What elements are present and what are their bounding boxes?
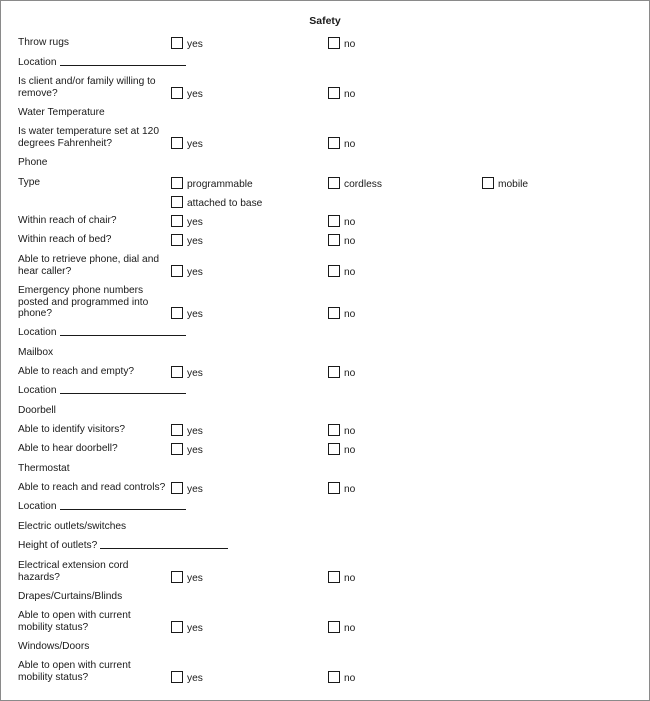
location-field[interactable]: Location	[18, 501, 318, 513]
checkbox-no[interactable]	[328, 87, 340, 99]
checkbox-yes[interactable]	[171, 482, 183, 494]
checkbox-cordless[interactable]	[328, 177, 340, 189]
checkbox-no[interactable]	[328, 482, 340, 494]
checkbox-yes[interactable]	[171, 234, 183, 246]
checkbox-yes[interactable]	[171, 366, 183, 378]
height-outlets-field[interactable]: Height of outlets?	[18, 540, 318, 552]
label-retrieve-phone: Able to retrieve phone, dial and hear caller?	[18, 254, 160, 277]
option-no[interactable]: no	[328, 443, 355, 457]
checkbox-yes[interactable]	[171, 424, 183, 436]
label-windows: Windows/Doors	[18, 641, 90, 652]
label-extension-cord: Electrical extension cord hazards?	[18, 560, 129, 583]
location-field[interactable]: Location	[18, 57, 318, 69]
checkbox-yes[interactable]	[171, 87, 183, 99]
checkbox-no[interactable]	[328, 366, 340, 378]
label-type: Type	[18, 177, 41, 188]
checkbox-no[interactable]	[328, 215, 340, 227]
option-yes[interactable]: yes	[171, 366, 203, 380]
checkbox-yes[interactable]	[171, 443, 183, 455]
location-input-line[interactable]	[60, 335, 186, 336]
checkbox-no[interactable]	[328, 621, 340, 633]
checkbox-attached-to-base[interactable]	[171, 196, 183, 208]
checkbox-no[interactable]	[328, 234, 340, 246]
checkbox-no[interactable]	[328, 265, 340, 277]
option-mobile[interactable]: mobile	[482, 177, 528, 191]
option-no[interactable]: no	[328, 37, 355, 51]
form-title: Safety	[309, 15, 341, 27]
option-yes[interactable]: yes	[171, 307, 203, 321]
checkbox-yes[interactable]	[171, 571, 183, 583]
label-water-set: Is water temperature set at 120 degrees Fahrenheit?	[18, 126, 159, 149]
label-reach-empty: Able to reach and empty?	[18, 366, 135, 377]
checkbox-yes[interactable]	[171, 215, 183, 227]
option-yes[interactable]: yes	[171, 671, 203, 685]
checkbox-yes[interactable]	[171, 307, 183, 319]
option-yes[interactable]: yes	[171, 482, 203, 496]
checkbox-no[interactable]	[328, 571, 340, 583]
checkbox-no[interactable]	[328, 37, 340, 49]
height-outlets-input-line[interactable]	[100, 548, 228, 549]
option-no[interactable]: no	[328, 137, 355, 151]
option-no[interactable]: no	[328, 87, 355, 101]
option-yes[interactable]: yes	[171, 234, 203, 248]
option-yes[interactable]: yes	[171, 443, 203, 457]
option-no[interactable]: no	[328, 621, 355, 635]
option-no[interactable]: no	[328, 571, 355, 585]
label-willing-remove: Is client and/or family willing to remove?	[18, 76, 156, 99]
checkbox-programmable[interactable]	[171, 177, 183, 189]
label-outlets: Electric outlets/switches	[18, 521, 127, 532]
option-yes[interactable]: yes	[171, 424, 203, 438]
option-no[interactable]: no	[328, 366, 355, 380]
option-yes[interactable]: yes	[171, 265, 203, 279]
label-reach-controls: Able to reach and read controls?	[18, 482, 166, 493]
option-no[interactable]: no	[328, 671, 355, 685]
option-yes[interactable]: yes	[171, 137, 203, 151]
checkbox-no[interactable]	[328, 424, 340, 436]
label-throw-rugs: Throw rugs	[18, 37, 69, 48]
location-field[interactable]: Location	[18, 327, 318, 339]
label-doorbell: Doorbell	[18, 405, 56, 416]
option-yes[interactable]: yes	[171, 215, 203, 229]
location-input-line[interactable]	[60, 393, 186, 394]
location-input-line[interactable]	[60, 509, 186, 510]
option-no[interactable]: no	[328, 307, 355, 321]
label-reach-bed: Within reach of bed?	[18, 234, 112, 245]
label-hear-doorbell: Able to hear doorbell?	[18, 443, 118, 454]
option-yes[interactable]: yes	[171, 571, 203, 585]
option-programmable[interactable]: programmable	[171, 177, 253, 191]
checkbox-yes[interactable]	[171, 137, 183, 149]
label-open-drapes: Able to open with current mobility status?	[18, 610, 131, 633]
option-cordless[interactable]: cordless	[328, 177, 382, 191]
option-no[interactable]: no	[328, 482, 355, 496]
checkbox-no[interactable]	[328, 137, 340, 149]
option-attached-to-base[interactable]: attached to base	[171, 196, 262, 210]
location-field[interactable]: Location	[18, 385, 318, 397]
label-open-windows: Able to open with current mobility status?	[18, 660, 131, 683]
label-drapes: Drapes/Curtains/Blinds	[18, 591, 123, 602]
option-no[interactable]: no	[328, 424, 355, 438]
label-phone: Phone	[18, 157, 48, 168]
label-water-temperature: Water Temperature	[18, 107, 105, 118]
label-thermostat: Thermostat	[18, 463, 70, 474]
option-no[interactable]: no	[328, 234, 355, 248]
label-identify-visitors: Able to identify visitors?	[18, 424, 126, 435]
location-input-line[interactable]	[60, 65, 186, 66]
checkbox-no[interactable]	[328, 307, 340, 319]
checkbox-yes[interactable]	[171, 265, 183, 277]
checkbox-yes[interactable]	[171, 621, 183, 633]
checkbox-yes[interactable]	[171, 37, 183, 49]
checkbox-yes[interactable]	[171, 671, 183, 683]
option-yes[interactable]: yes	[171, 87, 203, 101]
label-emergency-numbers: Emergency phone numbers posted and programmed into phone?	[18, 285, 149, 319]
option-no[interactable]: no	[328, 265, 355, 279]
label-mailbox: Mailbox	[18, 347, 54, 358]
checkbox-no[interactable]	[328, 443, 340, 455]
option-yes[interactable]: yes	[171, 621, 203, 635]
checkbox-mobile[interactable]	[482, 177, 494, 189]
option-yes[interactable]: yes	[171, 37, 203, 51]
label-reach-chair: Within reach of chair?	[18, 215, 117, 226]
option-no[interactable]: no	[328, 215, 355, 229]
checkbox-no[interactable]	[328, 671, 340, 683]
